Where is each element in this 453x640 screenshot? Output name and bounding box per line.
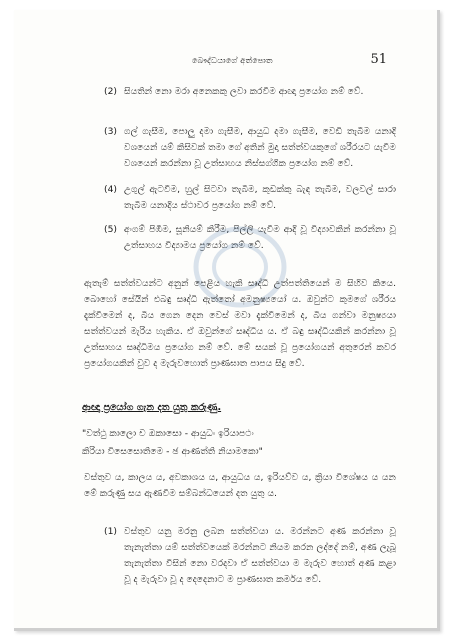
list-item-number: (4) bbox=[104, 184, 118, 195]
list-item-number: (3) bbox=[104, 126, 118, 137]
list-item bbox=[104, 182, 396, 214]
body-paragraph: වස්තුව ය, කාලය ය, අවකාශය ය, ආයුධය ය, ඉරියව්ව ය, ක්‍රියා විශේෂය ය යන මේ කරුණු සය ඇණවීම සම්බන්ධයෙන් දත යුතු ය. bbox=[84, 472, 396, 499]
list-item bbox=[104, 524, 396, 604]
list-item-number: (5) bbox=[104, 224, 118, 235]
verse-line: කිරියා විසෙසොතිමෙ - ඡ ආණත්ති නියාමකො" bbox=[82, 446, 263, 457]
list-item-number: (1) bbox=[104, 526, 118, 537]
section-heading: ආඥා ප්‍රයෝග ගැන දත යුතු කරුණු. bbox=[82, 402, 222, 413]
list-item-text: සියතින් නො මරා අනෙකකු ලවා කරවීම ආඥා ප්‍රයෝග නම් වේ. bbox=[124, 86, 364, 97]
page-number: 51 bbox=[370, 52, 387, 67]
list-item-text: අංගම් පිඹීම, සූනියම් කිරීම, පිල්ලි යැවීම ආදි වූ විද්‍යාවකින් කරන්නා වූ උත්සාහය විද්‍යාමය ප්‍රයෝග නම් වේ. bbox=[124, 224, 396, 251]
body-paragraph: ඇතැම් සත්ත්වයන්ට අනුන් පෙළිය හැකි සෘද්ධි උත්පත්තියෙන් ම සිහිව කියෙ. බොහෝ සේයින් එබඳු සෘද්ධි ඇත්තෝ අමනුෂ්‍යයෝ ය. ඔවුන්ට කුමගේ ශරීරය දැක්වීමෙන් ද, බිය ගෙන දෙන වෙස් මවා දැක්වීමෙන් ද, බිය ගන්වා මනුෂ්‍යයා සත්ත්වයන් මැරිය හැකිය. ඒ ඔවුන්ගේ සෘද්ධිය ය. ඒ බඳු සෘද්ධියකින් කරන්නා වූ උත්සාහය සෘද්ධිමය ප්‍රයෝග නම් වේ. මේ සයක් වූ ප්‍රයෝගයන් අතුරෙන් කවර ප්‍රයෝගයකින් වුව ද මැරුවහොත් ප්‍රාණඝාත පාපය සිදු වේ. bbox=[84, 278, 396, 369]
running-header bbox=[14, 52, 437, 70]
list-item bbox=[104, 84, 396, 116]
list-item-text: උගුල් ඇටවීම, හුල් සිටවා තැබීම, කුඩක්කු බැඳ තැබීම, වලවල් සාරා තැබීම යනාදිය ස්ථාවර ප්‍රයෝග නම් වේ. bbox=[124, 184, 396, 211]
book-page bbox=[14, 10, 440, 631]
running-title: බෞද්ධයාගේ අත්පොත bbox=[192, 56, 273, 65]
list-item-text: ගල් ගැසීම, පොලු දමා ගැසීම, ආයුධ දමා ගැසීම, වෙඩි තැබීම යනාදි වශයෙන් යම් කිසිවක් තමා ගේ අතින් මුදා සත්ත්වයකුගේ ශරීරයට යැවීම වශයෙන් කරන්නා වූ උත්සාහය නිස්සග්ගික ප්‍රයෝග නම් වේ. bbox=[124, 126, 396, 169]
list-item bbox=[104, 124, 396, 188]
list-item-text: වස්තුව යනු මරනු ලබන සත්ත්වයා ය. මරන්නට අණ කරන්නා වූ තැනැත්තා යම් සත්ත්වයෙක් මරන්නට නියම කරන ලද්දේ නම්, අණ ලැබූ තැනැත්තා විසින් නො වරදවා ඒ සත්ත්වයා ම මැරුව හොත් අණ කළා වූ ද මැරුවා වූ ද දෙදෙනාට ම ප්‍රාණඝාත කර්මය වේ. bbox=[124, 526, 396, 585]
verse-line: "වත්ථු කාලො ච ඔකාසො - ආයුධං ඉරියාපථං bbox=[82, 428, 254, 439]
list-item-number: (2) bbox=[104, 86, 118, 97]
